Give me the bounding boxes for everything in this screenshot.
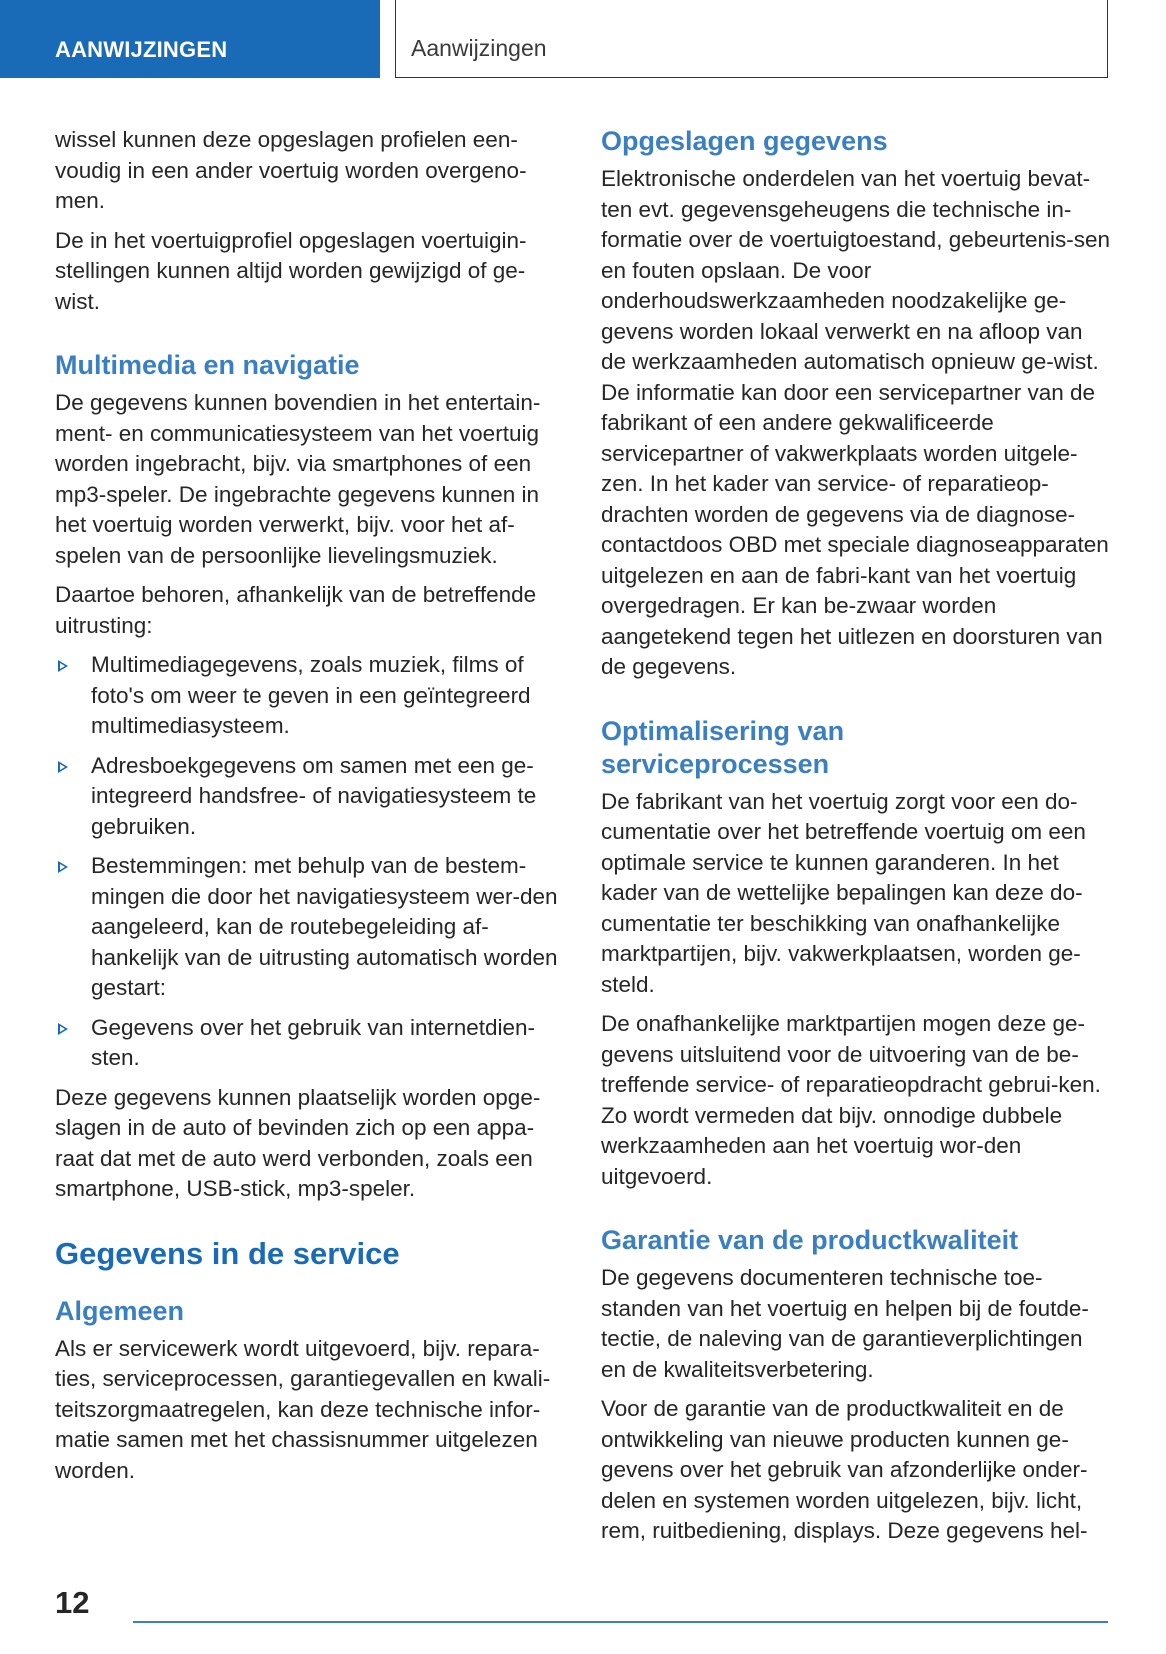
heading-multimedia: Multimedia en navigatie [55,350,360,380]
paragraph: De in het voertuigprofiel opgeslagen voertuigin-stellingen kunnen altijd worden gewijzigd of ge-wist. [55,227,527,314]
chapter-header [395,0,1108,78]
heading-algemeen: Algemeen [55,1295,185,1326]
heading-garantie: Garantie van de productkwaliteit [601,1225,1019,1255]
left-column [55,125,565,1495]
paragraph: Elektronische onderdelen van het voertuig bevat-ten evt. gegevensgeheugens die technische in-formatie over de voertuigtoestand, gebeurtenis-sen en fouten opslaan. De voor onderhoudswerkzaamheden noodzakelijke ge-gevens worden lokaal verwerkt en na afloop van de werkzaamheden automatisch opnieuw ge-wist. De informatie kan door een servicepartner van de fabrikant of een andere gekwalificeerde servicepartner of vakwerkplaats worden uitgele-zen. In het kader van service- of reparatieop-drachten worden de gegevens via de diagnose-contactdoos OBD met speciale diagnoseapparaten uitgelezen en aan de fabri-kant van het voertuig overgedragen. Er kan be-zwaar worden aangetekend tegen het uitlezen en doorsturen van de gegevens. [601,166,1111,679]
paragraph: De onafhankelijke marktpartijen mogen deze ge-gevens uitsluitend voor de uitvoering van de be-treffende service- of reparatieopdracht gebrui-ken. Zo wordt vermeden dat bijv. onnodige dubbele werkzaamheden aan het voertuig wor-den uitgevoerd. [601,1011,1101,1189]
triangle-bullet-icon [58,761,68,773]
heading-service: Gegevens in de service [55,1235,400,1271]
paragraph: Als er servicewerk wordt uitgevoerd, bijv. repara-ties, serviceprocessen, garantiegevallen en kwali-teitszorgmaatregelen, kan deze technische infor-matie samen met het chassisnummer uitgelezen worden. [55,1335,551,1483]
list-item: Adresboekgegevens om samen met een ge-integreerd handsfree- of navigatiesysteem te gebruiken. [55,751,565,843]
section-title: AANWIJZINGEN [55,37,228,62]
heading-line: Optimalisering van [601,715,845,746]
heading-line: serviceprocessen [601,748,830,779]
footer-divider [133,1621,1108,1623]
triangle-bullet-icon [58,660,68,672]
chapter-title: Aanwijzingen [411,35,547,61]
bullet-list [55,650,565,1074]
paragraph: Deze gegevens kunnen plaatselijk worden opge-slagen in de auto of bevinden zich op een appa-raat dat met de auto werd verbonden, zoals een smartphone, USB-stick, mp3-speler. [55,1084,541,1201]
paragraph: wissel kunnen deze opgeslagen profielen een-voudig in een ander voertuig worden overgeno-men. [55,127,527,213]
paragraph: De gegevens documenteren technische toe-standen van het voertuig en helpen bij de foutde-tectie, de naleving van de garantieverplichtingen en de kwaliteitsverbetering. [601,1265,1089,1382]
list-item: Multimediagegevens, zoals muziek, films of foto's om weer te geven in een geïntegreerd multimediasysteem. [55,650,565,742]
paragraph: Voor de garantie van de productkwaliteit en de ontwikkeling van nieuwe producten kunnen ge-gevens over het gebruik van afzonderlijke onder-delen en systemen worden uitgelezen, bijv. licht, rem, ruitbediening, displays. Deze gegevens hel- [601,1396,1088,1543]
heading-opgeslagen: Opgeslagen gegevens [601,126,888,156]
paragraph: Daartoe behoren, afhankelijk van de betreffende uitrusting: [55,582,537,638]
list-item: Gegevens over het gebruik van internetdien-sten. [55,1013,565,1074]
section-tab [0,0,380,78]
triangle-bullet-icon [58,861,68,873]
paragraph: De gegevens kunnen bovendien in het entertain-ment- en communicatiesysteem van het voertuig worden ingebracht, bijv. via smartphones of een mp3-speler. De ingebrachte gegevens kunnen in het voertuig worden verwerkt, bijv. voor het af-spelen van de persoonlijke lievelingsmuziek. [55,390,541,568]
triangle-bullet-icon [58,1023,68,1035]
heading-optimalisering [601,715,1111,781]
right-column [601,125,1111,1556]
list-item: Bestemmingen: met behulp van de bestem-mingen die door het navigatiesysteem wer-den aangeleerd, kan de routebegeleiding af-hankelijk van de uitrusting automatisch worden gestart: [55,851,565,1004]
paragraph: De fabrikant van het voertuig zorgt voor een do-cumentatie over het betreffende voertuig om een optimale service te kunnen garanderen. In het kader van de wettelijke bepalingen kan deze do-cumentatie ter beschikking van onafhankelijke marktpartijen, bijv. vakwerkplaatsen, worden ge-steld. [601,788,1086,997]
page-number: 12 [55,1585,90,1620]
